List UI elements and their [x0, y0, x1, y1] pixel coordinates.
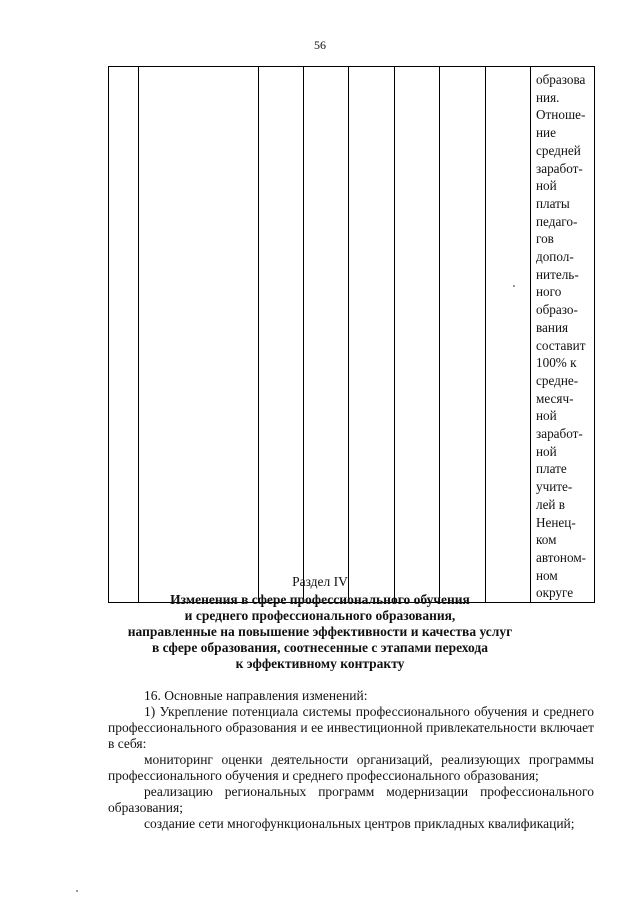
- continued-table: [108, 66, 595, 603]
- cell-line: ние: [536, 125, 556, 141]
- cell-line: образова: [536, 72, 586, 87]
- cell-line: допол-: [536, 249, 574, 265]
- section-title: [0, 592, 640, 672]
- cell-line: педаго-: [536, 213, 578, 229]
- cell-text: [531, 67, 594, 602]
- cell-line: платы: [536, 195, 570, 211]
- cell-line: ной: [536, 443, 557, 459]
- table-cell: [259, 67, 304, 603]
- table-cell: [395, 67, 440, 603]
- section-title-line: в сфере образования, соотнесенные с этапами перехода: [152, 640, 488, 655]
- cell-line: гов: [536, 231, 554, 247]
- cell-line: образо-: [536, 302, 578, 318]
- cell-line: месяч-: [536, 390, 574, 406]
- page-number: 56: [314, 38, 326, 52]
- paragraph: реализацию региональных программ модернизации профессионального образования;: [108, 784, 594, 815]
- table-cell: [349, 67, 395, 603]
- paragraph: 1) Укрепление потенциала системы профессионального обучения и среднего профессионального образования и ее инвестиционной привлекательности включает в себя:: [108, 704, 594, 751]
- cell-line: ной: [536, 178, 557, 194]
- cell-line: заработ-: [536, 426, 583, 442]
- cell-line: ком: [536, 532, 557, 548]
- paragraph: 16. Основные направления изменений:: [144, 688, 368, 703]
- paragraph: создание сети многофункциональных центров прикладных квалификаций;: [144, 816, 575, 831]
- cell-line: вания: [536, 319, 569, 335]
- cell-line: лей в: [536, 496, 566, 512]
- cell-line: учите-: [536, 479, 573, 495]
- table-cell: [109, 67, 139, 603]
- cell-line: Отноше-: [536, 107, 586, 123]
- cell-line: средне-: [536, 372, 579, 388]
- scan-speck: [76, 890, 78, 892]
- cell-line: ния.: [536, 89, 560, 105]
- cell-line: заработ-: [536, 160, 583, 176]
- section-title-line: к эффективному контракту: [235, 656, 405, 671]
- table-cell: [486, 67, 531, 603]
- paragraph: мониторинг оценки деятельности организаций, реализующих программы профессионального обучения и среднего профессионального образования;: [108, 752, 594, 783]
- section-title-line: Изменения в сфере профессионального обучения: [170, 592, 470, 607]
- cell-line: Ненец-: [536, 514, 576, 530]
- table-cell-result: [531, 67, 595, 603]
- table-cell: [139, 67, 259, 603]
- table-cell: [304, 67, 349, 603]
- cell-line: ного: [536, 284, 562, 300]
- table-cell: [440, 67, 486, 603]
- cell-line: составит: [536, 337, 586, 353]
- section-label: Раздел IV: [292, 574, 348, 589]
- body-text: [108, 688, 594, 832]
- cell-line: плате: [536, 461, 567, 477]
- cell-line: нитель-: [536, 266, 579, 282]
- section-title-line: и среднего профессионального образования,: [184, 608, 456, 623]
- section-title-line: направленные на повышение эффективности и качества услуг: [127, 624, 513, 639]
- scan-speck: [513, 285, 515, 287]
- cell-line: автоном-: [536, 549, 587, 565]
- cell-line: 100% к: [536, 355, 577, 371]
- table-row: [109, 67, 595, 603]
- cell-line: ном: [536, 567, 558, 583]
- cell-line: округе: [536, 585, 574, 601]
- cell-line: ной: [536, 408, 557, 424]
- cell-line: средней: [536, 142, 581, 158]
